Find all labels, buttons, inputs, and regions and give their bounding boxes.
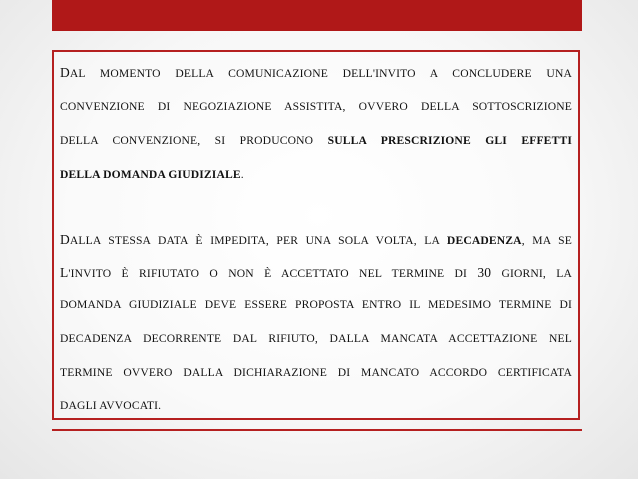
- paragraph-2-line-3: [60, 298, 572, 312]
- paragraph-2-line-5: [60, 366, 572, 380]
- bold-text-run: SULLA PRESCRIZIONE GLI EFFETTI: [327, 134, 572, 147]
- text-run: DOMANDA GIUDIZIALE DEVE ESSERE PROPOSTA ENTRO IL MEDESIMO TERMINE DI: [60, 298, 572, 311]
- text-run: 'INVITO È RIFIUTATO O NON È ACCETTATO NEL TERMINE DI: [68, 267, 478, 280]
- paragraph-2-line-4: [60, 332, 572, 346]
- paragraph-1-line-3: [60, 134, 572, 148]
- footer-rule: [52, 429, 582, 431]
- paragraph-1-line-1: [60, 66, 572, 81]
- paragraph-2-line-2: [60, 266, 572, 281]
- text-run: TERMINE OVVERO DALLA DICHIARAZIONE DI MANCATO ACCORDO CERTIFICATA: [60, 366, 572, 379]
- drop-initial: L: [60, 265, 69, 280]
- number-run: 30: [477, 265, 492, 280]
- text-run: DECADENZA DECORRENTE DAL RIFIUTO, DALLA MANCATA ACCETTAZIONE NEL: [60, 332, 572, 345]
- paragraph-2-line-6: [60, 399, 572, 413]
- text-run: , MA SE: [521, 234, 572, 247]
- text-run: CONVENZIONE DI NEGOZIAZIONE ASSISTITA, OVVERO DELLA SOTTOSCRIZIONE: [60, 100, 572, 113]
- paragraph-2-line-1: [60, 233, 572, 248]
- drop-initial: D: [60, 232, 70, 247]
- text-run: GIORNI, LA: [491, 267, 573, 280]
- bold-text-run: DELLA DOMANDA GIUDIZIALE: [60, 168, 241, 181]
- text-run: AL MOMENTO DELLA COMUNICAZIONE DELL'INVITO A CONCLUDERE UNA: [69, 67, 572, 80]
- text-run: ALLA STESSA DATA È IMPEDITA, PER UNA SOLA VOLTA, LA: [69, 234, 447, 247]
- text-run: DELLA CONVENZIONE, SI PRODUCONO: [60, 134, 328, 147]
- text-run: .: [240, 168, 244, 181]
- bold-text-run: DECADENZA: [446, 234, 522, 247]
- text-run: DAGLI AVVOCATI.: [60, 399, 162, 412]
- paragraph-1-line-2: [60, 100, 572, 114]
- header-accent-bar: [52, 0, 582, 31]
- paragraph-1-line-4: [60, 168, 572, 182]
- drop-initial: D: [60, 65, 70, 80]
